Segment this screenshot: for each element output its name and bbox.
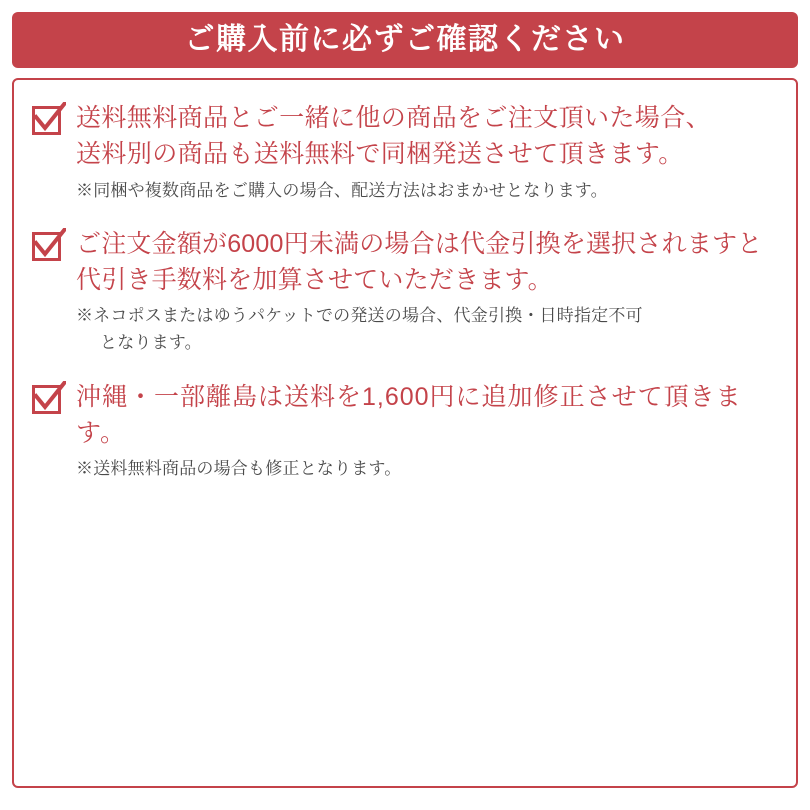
page-title: ご購入前に必ずご確認ください: [184, 23, 626, 56]
checkbox-checked-icon: [32, 381, 66, 415]
notice-text-block: [76, 100, 778, 204]
checkbox-checked-icon: [32, 102, 66, 136]
notice-sub-note: [76, 302, 778, 356]
checkbox-checked-icon: [32, 228, 66, 262]
notice-main-line: 送料無料商品とご一緒に他の商品をご注文頂いた場合、: [76, 104, 712, 132]
notice-item: [32, 226, 778, 357]
notice-text-block: [76, 226, 778, 357]
notice-sub-note: ※同梱や複数商品をご購入の場合、配送方法はおまかせとなります。: [76, 180, 608, 200]
notice-card: [12, 78, 798, 788]
notice-sub-note-line1: ※ネコポスまたはゆうパケットでの発送の場合、代金引換・日時指定不可: [76, 306, 643, 326]
notice-sub-note: ※送料無料商品の場合も修正となります。: [76, 459, 402, 479]
notice-item: [32, 100, 778, 204]
notice-sub-note-line2: となります。: [100, 333, 202, 353]
notice-main-line: 代引き手数料を加算させていただきます。: [76, 265, 553, 294]
notice-main-line: 送料別の商品も送料無料で同梱発送させて頂きます。: [76, 140, 684, 169]
header-banner: [12, 12, 798, 68]
notice-item: [32, 379, 778, 483]
notice-main-line: 沖縄・一部離島は送料を1,600円に追加修正させて頂きます。: [76, 382, 742, 447]
notice-main-line: ご注文金額が6000円未満の場合は代金引換を選択されますと: [76, 229, 763, 258]
notice-text-block: [76, 379, 778, 483]
